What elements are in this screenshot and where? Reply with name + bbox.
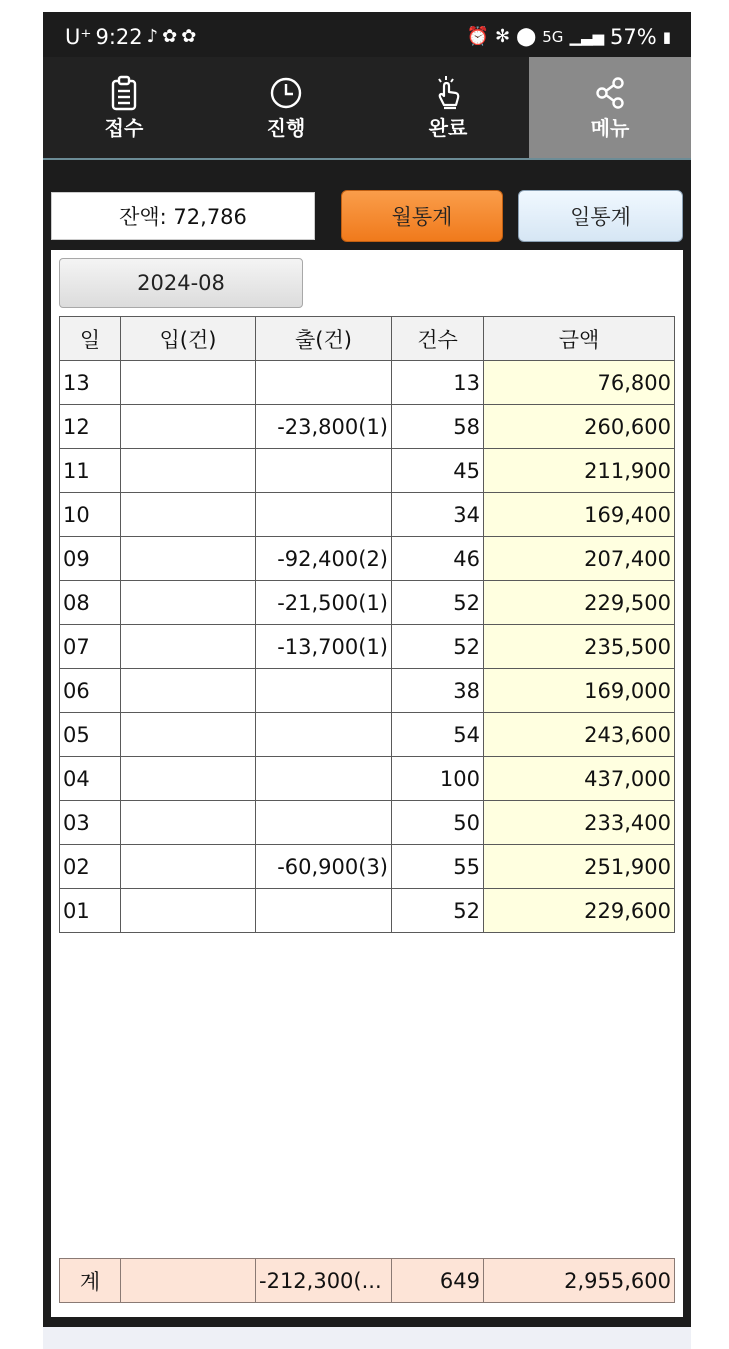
total-in: [121, 1259, 256, 1303]
cell-count: 50: [392, 801, 484, 845]
cell-in: [121, 493, 256, 537]
cell-amount: 207,400: [484, 537, 675, 581]
daily-stats-button[interactable]: 일통계: [518, 190, 683, 242]
cell-out: [256, 493, 392, 537]
cell-amount: 169,000: [484, 669, 675, 713]
cell-amount: 260,600: [484, 405, 675, 449]
cell-day: 07: [60, 625, 121, 669]
cell-count: 52: [392, 889, 484, 933]
total-label: 계: [60, 1259, 121, 1303]
share-icon: [593, 75, 627, 111]
table-row[interactable]: [60, 449, 675, 493]
cell-day: 01: [60, 889, 121, 933]
table-row[interactable]: [60, 537, 675, 581]
status-bar: [43, 12, 691, 57]
header-amount: 금액: [484, 317, 675, 361]
cell-in: [121, 669, 256, 713]
cell-day: 10: [60, 493, 121, 537]
cell-count: 54: [392, 713, 484, 757]
nav-tab-menu[interactable]: [529, 57, 691, 158]
cell-out: -21,500(1): [256, 581, 392, 625]
cell-count: 34: [392, 493, 484, 537]
cell-day: 02: [60, 845, 121, 889]
alarm-icon: ⏰: [466, 26, 490, 47]
nav-tab-reception[interactable]: [43, 57, 205, 158]
table-row[interactable]: [60, 801, 675, 845]
cell-day: 06: [60, 669, 121, 713]
cell-count: 46: [392, 537, 484, 581]
total-row-table: [59, 1258, 675, 1303]
cell-amount: 76,800: [484, 361, 675, 405]
table-row[interactable]: [60, 889, 675, 933]
cell-count: 55: [392, 845, 484, 889]
header-day: 일: [60, 317, 121, 361]
battery-percent: 57%: [610, 25, 657, 49]
month-selector-button[interactable]: 2024-08: [59, 258, 303, 308]
table-row[interactable]: [60, 405, 675, 449]
cell-in: [121, 361, 256, 405]
table-row[interactable]: [60, 361, 675, 405]
table-row[interactable]: [60, 713, 675, 757]
cell-day: 05: [60, 713, 121, 757]
cell-out: [256, 889, 392, 933]
cell-count: 52: [392, 625, 484, 669]
5g-icon: 5G: [542, 28, 564, 46]
phone-screen: [43, 12, 691, 1327]
cell-count: 13: [392, 361, 484, 405]
cell-count: 52: [392, 581, 484, 625]
cell-in: [121, 405, 256, 449]
bluetooth-icon: ✻: [495, 26, 511, 47]
table-row[interactable]: [60, 757, 675, 801]
nav-tab-label: 접수: [104, 115, 144, 140]
cell-count: 38: [392, 669, 484, 713]
table-row[interactable]: [60, 625, 675, 669]
cell-out: -60,900(3): [256, 845, 392, 889]
clipboard-icon: [107, 75, 141, 111]
cell-amount: 243,600: [484, 713, 675, 757]
nav-tab-complete[interactable]: [367, 57, 529, 158]
nav-tab-progress[interactable]: [205, 57, 367, 158]
cell-in: [121, 537, 256, 581]
cell-out: [256, 669, 392, 713]
cell-count: 45: [392, 449, 484, 493]
cell-out: [256, 449, 392, 493]
battery-icon: ▮: [662, 28, 671, 46]
cell-amount: 229,600: [484, 889, 675, 933]
cell-day: 08: [60, 581, 121, 625]
cell-amount: 235,500: [484, 625, 675, 669]
bottom-strip: [43, 1327, 691, 1349]
cell-day: 11: [60, 449, 121, 493]
cell-day: 04: [60, 757, 121, 801]
cell-in: [121, 449, 256, 493]
table-row[interactable]: [60, 493, 675, 537]
cell-in: [121, 581, 256, 625]
cell-count: 58: [392, 405, 484, 449]
cell-in: [121, 625, 256, 669]
table-row[interactable]: [60, 845, 675, 889]
clock-time: 9:22: [95, 25, 143, 49]
summary-toolbar: [51, 190, 683, 242]
total-out: -212,300(...: [256, 1259, 392, 1303]
clock-icon: [269, 75, 303, 111]
carrier-label: U⁺: [65, 25, 92, 49]
header-out: 출(건): [256, 317, 392, 361]
cell-amount: 169,400: [484, 493, 675, 537]
cell-in: [121, 757, 256, 801]
monthly-stats-button[interactable]: 월통계: [341, 190, 503, 242]
nav-tab-label: 메뉴: [590, 115, 630, 140]
cell-amount: 229,500: [484, 581, 675, 625]
stats-panel: [51, 250, 683, 1317]
cell-amount: 251,900: [484, 845, 675, 889]
balance-display: 잔액: 72,786: [51, 192, 315, 240]
cell-in: [121, 889, 256, 933]
cell-out: [256, 757, 392, 801]
top-nav-bar: [43, 57, 691, 160]
app-notification-icon: ✿: [181, 26, 197, 47]
cell-count: 100: [392, 757, 484, 801]
app-notification-icon: ✿: [162, 26, 178, 47]
nav-tab-label: 완료: [428, 115, 468, 140]
cell-in: [121, 801, 256, 845]
cell-in: [121, 713, 256, 757]
cell-day: 13: [60, 361, 121, 405]
cell-day: 12: [60, 405, 121, 449]
cell-amount: 211,900: [484, 449, 675, 493]
nav-tab-label: 진행: [266, 115, 306, 140]
header-count: 건수: [392, 317, 484, 361]
table-row[interactable]: [60, 581, 675, 625]
cell-out: -92,400(2): [256, 537, 392, 581]
table-row[interactable]: [60, 669, 675, 713]
tiktok-icon: ♪: [146, 26, 159, 47]
cell-out: [256, 361, 392, 405]
cell-out: [256, 713, 392, 757]
total-row: [60, 1259, 675, 1303]
cell-day: 09: [60, 537, 121, 581]
cell-out: [256, 801, 392, 845]
cell-out: -13,700(1): [256, 625, 392, 669]
cell-out: -23,800(1): [256, 405, 392, 449]
cell-amount: 233,400: [484, 801, 675, 845]
daily-stats-table: [59, 316, 675, 933]
tap-hand-icon: [431, 75, 465, 111]
header-in: 입(건): [121, 317, 256, 361]
cell-in: [121, 845, 256, 889]
total-amount: 2,955,600: [484, 1259, 675, 1303]
signal-icon: ▁▃▅: [569, 28, 605, 46]
cell-amount: 437,000: [484, 757, 675, 801]
cell-day: 03: [60, 801, 121, 845]
table-header-row: [60, 317, 675, 361]
total-count: 649: [392, 1259, 484, 1303]
location-icon: ⬤: [516, 26, 537, 47]
